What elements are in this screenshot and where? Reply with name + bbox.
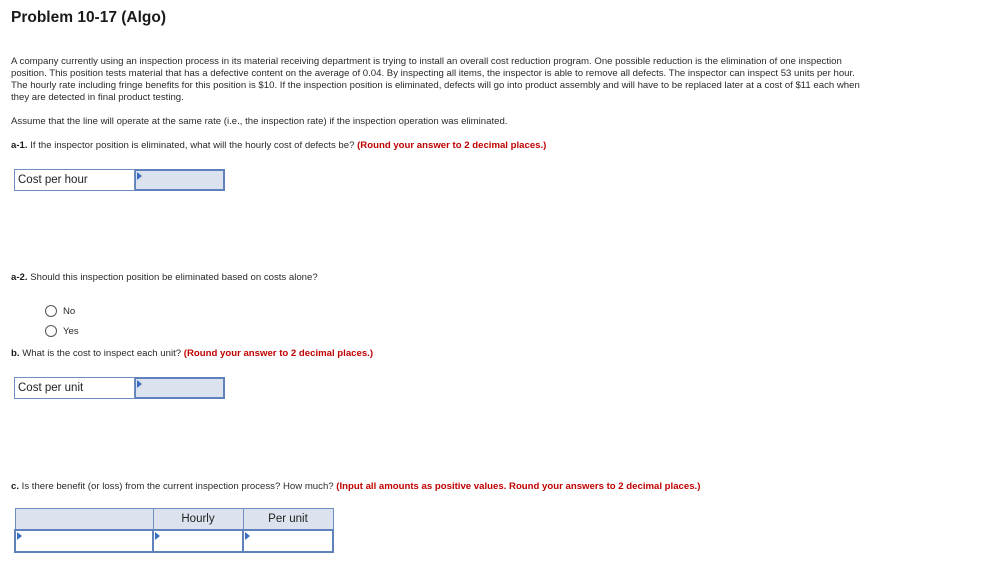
cost-per-unit-row — [14, 377, 225, 399]
radio-circle-icon[interactable] — [45, 305, 57, 317]
hourly-header: Hourly — [153, 509, 243, 531]
hourly-input[interactable] — [153, 530, 243, 552]
input-flag-icon — [137, 380, 142, 388]
question-a2-text: Should this inspection position be eliminated based on costs alone? — [27, 272, 318, 283]
radio-option-no-label: No — [63, 305, 76, 317]
per-unit-header: Per unit — [243, 509, 333, 531]
radio-circle-icon[interactable] — [45, 325, 57, 337]
table-row — [15, 530, 333, 552]
question-c-text: Is there benefit (or loss) from the current inspection process? How much? — [19, 481, 337, 492]
benefit-table-header — [15, 509, 333, 531]
cost-per-hour-label: Cost per hour — [14, 169, 135, 191]
radio-option-yes[interactable] — [45, 325, 79, 337]
question-b-note: (Round your answer to 2 decimal places.) — [183, 348, 374, 359]
question-c-note: (Input all amounts as positive values. Round your answers to 2 decimal places.) — [336, 481, 701, 492]
question-a2-label: a-2. — [11, 272, 28, 283]
cost-per-hour-input[interactable] — [135, 169, 225, 191]
question-a2 — [11, 272, 318, 283]
assumption-text: Assume that the line will operate at the same rate (i.e., the inspection rate) if the inspection operation was eliminated. — [11, 116, 508, 127]
question-a1-note: (Round your answer to 2 decimal places.) — [357, 140, 547, 151]
benefit-table — [14, 508, 334, 553]
cost-per-unit-input[interactable] — [135, 377, 225, 399]
input-flag-icon — [245, 532, 250, 540]
cost-per-hour-row — [14, 169, 225, 191]
problem-intro: A company currently using an inspection process in its material receiving department is trying to install an overall cost reduction program. One possible reduction is the elimination of one inspection position. This position tests material that has a defective content on the average of 0.04. By inspecting all items, the inspector is able to remove all defects. The inspector can inspect 53 units per hour. The hourly rate including fringe benefits for this position is $10. If the inspection position is eliminated, defects will go into product assembly and will have to be replaced later at a cost of $11 each when they are detected in final product testing. — [11, 56, 860, 103]
radio-option-yes-label: Yes — [63, 325, 79, 337]
question-b-text: What is the cost to inspect each unit? — [19, 348, 184, 359]
input-flag-icon — [17, 532, 22, 540]
question-a1 — [11, 140, 546, 151]
question-c — [11, 481, 700, 492]
cost-per-unit-label: Cost per unit — [14, 377, 135, 399]
input-flag-icon — [155, 532, 160, 540]
question-b — [11, 348, 373, 359]
radio-option-no[interactable] — [45, 305, 75, 317]
input-flag-icon — [137, 172, 142, 180]
per-unit-input[interactable] — [243, 530, 333, 552]
question-c-label: c. — [11, 481, 20, 492]
question-a1-label: a-1. — [11, 140, 28, 151]
benefit-loss-select[interactable] — [15, 530, 153, 552]
page-title: Problem 10-17 (Algo) — [11, 9, 167, 26]
benefit-label-header — [15, 509, 153, 531]
question-b-label: b. — [11, 348, 20, 359]
question-a1-text: If the inspector position is eliminated, what will the hourly cost of defects be? — [27, 140, 358, 151]
